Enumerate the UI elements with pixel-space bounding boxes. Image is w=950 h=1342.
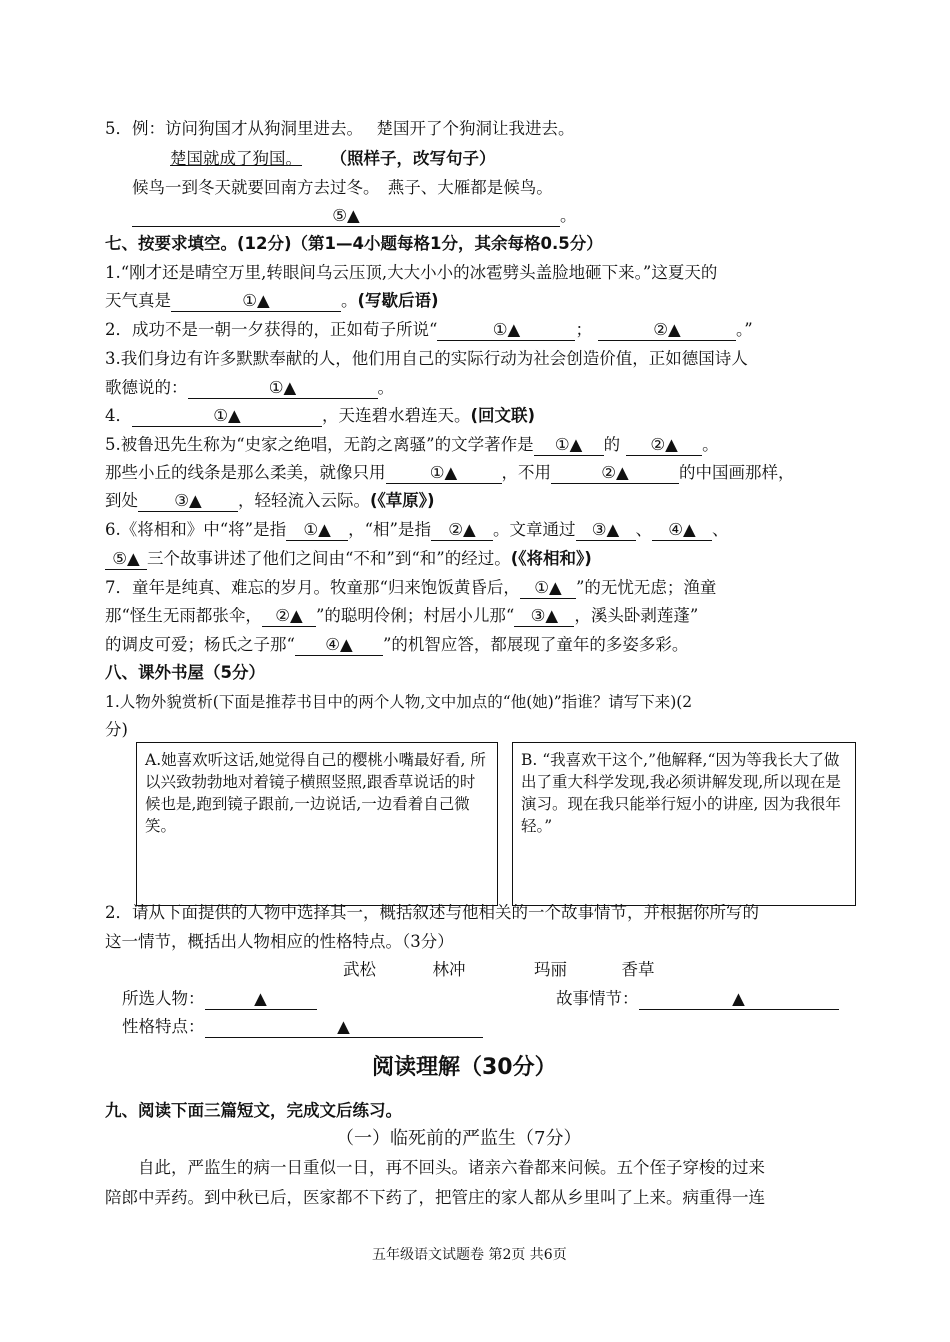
answer-blank[interactable]: ⑤▲: [105, 549, 147, 570]
trait-label: 性格特点：: [122, 1017, 205, 1036]
q6-5-line3: 候鸟一到冬天就要回南方去过冬。 燕子、大雁都是候鸟。: [132, 178, 553, 197]
sec7-q2: [105, 319, 753, 341]
sec7-q3-line1: 3.我们身边有许多默默奉献的人，他们用自己的实际行动为社会创造价值，正如德国诗人: [105, 349, 748, 368]
text: 、: [712, 520, 729, 539]
text: 到处: [105, 491, 138, 510]
sec7-q6-line1: [105, 519, 729, 541]
q6-5-answer-line: [132, 205, 577, 227]
sec7-q5-line2: [105, 462, 795, 484]
answer-blank[interactable]: ②▲: [598, 320, 736, 341]
text: 6.《将相和》中“将”是指: [105, 520, 287, 539]
passage-box-b: B. “我喜欢干这个,”他解释,“因为等我长大了做出了重大科学发现,我必须讲解发现,所以现在是演习。现在我只能举行短小的讲座, 因为我很年轻。”: [512, 742, 856, 906]
text: 。”: [735, 320, 753, 339]
text: 天气真是: [105, 291, 171, 310]
sec8-q1-line1: 1.人物外貌赏析(下面是推荐书目中的两个人物,文中加点的“他(她)”指谁？请写下来)(2: [105, 693, 693, 711]
text: 4．: [105, 406, 132, 425]
text: 的调皮可爱；杨氏之子那“: [105, 635, 295, 654]
trait-blank[interactable]: ▲: [205, 1017, 483, 1038]
person-field: [122, 988, 317, 1010]
text: 5.被鲁迅先生称为“史家之绝唱，无韵之离骚”的文学著作是: [105, 435, 534, 454]
text: 2．成功不是一朝一夕获得的，正如荀子所说“: [105, 320, 438, 339]
text: ，不用: [501, 463, 551, 482]
answer-blank[interactable]: ①▲: [188, 378, 378, 399]
q6-5-instruction: （照样子，改写句子）: [330, 149, 496, 168]
name-linchong: 林冲: [432, 960, 466, 979]
text: 。: [341, 291, 358, 310]
passage-title: （一）临死前的严监生（7分）: [336, 1128, 582, 1149]
answer-blank[interactable]: ②▲: [431, 520, 493, 541]
hint: (回文联): [470, 406, 536, 425]
text: ”的机智应答，都展现了童年的多姿多彩。: [382, 635, 689, 654]
text: ，“相”是指: [348, 520, 431, 539]
q6-5-line1: 5．例：访问狗国才从狗洞里进去。 楚国开了个狗洞让我进去。: [105, 119, 575, 138]
text: ；: [575, 320, 592, 339]
answer-blank[interactable]: ①▲: [286, 520, 348, 541]
hint: (写歇后语): [357, 291, 439, 310]
sec7-q1-line1: 1.“刚才还是晴空万里,转眼间乌云压顶,大大小小的冰雹劈头盖脸地砸下来。”这夏天的: [105, 263, 718, 282]
q6-5-line2: [170, 148, 496, 170]
name-wusong: 武松: [343, 960, 376, 979]
sec8-q2-line2: 这一情节，概括出人物相应的性格特点。（3分）: [105, 932, 454, 951]
sec8-q1-line2: 分): [105, 720, 128, 739]
answer-blank[interactable]: ③▲: [138, 491, 238, 512]
text: 歌德说的：: [105, 378, 188, 397]
example-answer: 楚国就成了狗国。: [170, 149, 302, 168]
passage-box-a: A.她喜欢听这话,她觉得自己的樱桃小嘴最好看, 所以兴致勃勃地对着镜子横照竖照,跟香草说话的时候也是,跑到镜子跟前,一边说话,一边看着自己微笑。: [136, 742, 498, 906]
sec7-q3-line2: [105, 377, 394, 399]
page-footer: 五年级语文试题卷 第2页 共6页: [372, 1247, 567, 1263]
answer-blank-5[interactable]: ⑤▲: [132, 206, 560, 227]
sec7-q1-line2: [105, 290, 439, 312]
text: 那些小丘的线条是那么柔美，就像只用: [105, 463, 386, 482]
sec7-q5-line3: [105, 490, 435, 512]
text: 。: [702, 435, 719, 454]
answer-blank[interactable]: ④▲: [295, 635, 383, 656]
text: ，轻轻流入云际。: [238, 491, 370, 510]
hint: (《草原》): [370, 491, 435, 510]
section-9-heading: 九、阅读下面三篇短文，完成文后练习。: [105, 1101, 402, 1120]
sec8-q2-line1: 2．请从下面提供的人物中选择其一，概括叙述与他相关的一个故事情节，并根据你所写的: [105, 903, 759, 922]
period: 。: [560, 206, 577, 225]
answer-blank[interactable]: ②▲: [262, 606, 316, 627]
answer-blank[interactable]: ①▲: [132, 406, 322, 427]
sec7-q7-line1: [105, 577, 716, 599]
person-label: 所选人物：: [122, 989, 205, 1008]
text: ”的无忧无虑；渔童: [575, 578, 717, 597]
text: ，天连碧水碧连天。: [322, 406, 471, 425]
sec7-q7-line3: [105, 634, 688, 656]
text: 。文章通过: [493, 520, 576, 539]
name-mali: 玛丽: [534, 960, 567, 979]
hint: (《将相和》): [510, 549, 592, 568]
answer-blank[interactable]: ③▲: [514, 606, 574, 627]
answer-blank[interactable]: ①▲: [520, 578, 576, 599]
sec7-q5-line1: [105, 434, 719, 456]
plot-label: 故事情节：: [556, 989, 639, 1008]
text: ，溪头卧剥莲蓬”: [574, 606, 699, 625]
answer-blank[interactable]: ①▲: [171, 291, 341, 312]
text: 的: [603, 435, 621, 454]
section-8-heading: 八、课外书屋（5分）: [105, 663, 265, 682]
text: 那“怪生无雨都张伞，: [105, 606, 262, 625]
section-7-note: （第1—4小题每格1分，其余每格0.5分）: [291, 234, 603, 253]
plot-blank[interactable]: ▲: [639, 989, 839, 1010]
section-7-heading: [105, 233, 603, 255]
trait-field: [122, 1016, 483, 1038]
sec7-q7-line2: [105, 605, 698, 627]
plot-field: [556, 988, 839, 1010]
text: 。: [377, 378, 394, 397]
passage-line2: 陪郎中弄药。到中秋已后，医家都不下药了，把管庄的家人都从乡里叫了上来。病重得一连: [105, 1188, 765, 1207]
section-7-title: 七、按要求填空。(12分): [105, 234, 292, 253]
answer-blank[interactable]: ②▲: [551, 463, 679, 484]
character-names: [343, 959, 655, 981]
answer-blank[interactable]: ①▲: [437, 320, 575, 341]
text: 7．童年是纯真、难忘的岁月。牧童那“归来饱饭黄昏后，: [105, 578, 520, 597]
text: 、: [635, 520, 652, 539]
answer-blank[interactable]: ①▲: [534, 435, 604, 456]
text: 的中国画那样，: [679, 463, 795, 482]
sec7-q6-line2: [105, 548, 592, 570]
answer-blank[interactable]: ③▲: [576, 520, 636, 541]
sec7-q4: [105, 405, 535, 427]
text: ”的聪明伶俐；村居小儿那“: [315, 606, 515, 625]
name-xiangcao: 香草: [621, 960, 655, 979]
person-blank[interactable]: ▲: [205, 989, 317, 1010]
answer-blank[interactable]: ④▲: [652, 520, 712, 541]
answer-blank[interactable]: ①▲: [386, 463, 502, 484]
passage-line1: 自此，严监生的病一日重似一日，再不回头。诸亲六眷都来问候。五个侄子穿梭的过来: [105, 1158, 765, 1177]
reading-title: 阅读理解（30分）: [372, 1055, 557, 1080]
text: 三个故事讲述了他们之间由“不和”到“和”的经过。: [147, 549, 511, 568]
answer-blank[interactable]: ②▲: [626, 435, 702, 456]
